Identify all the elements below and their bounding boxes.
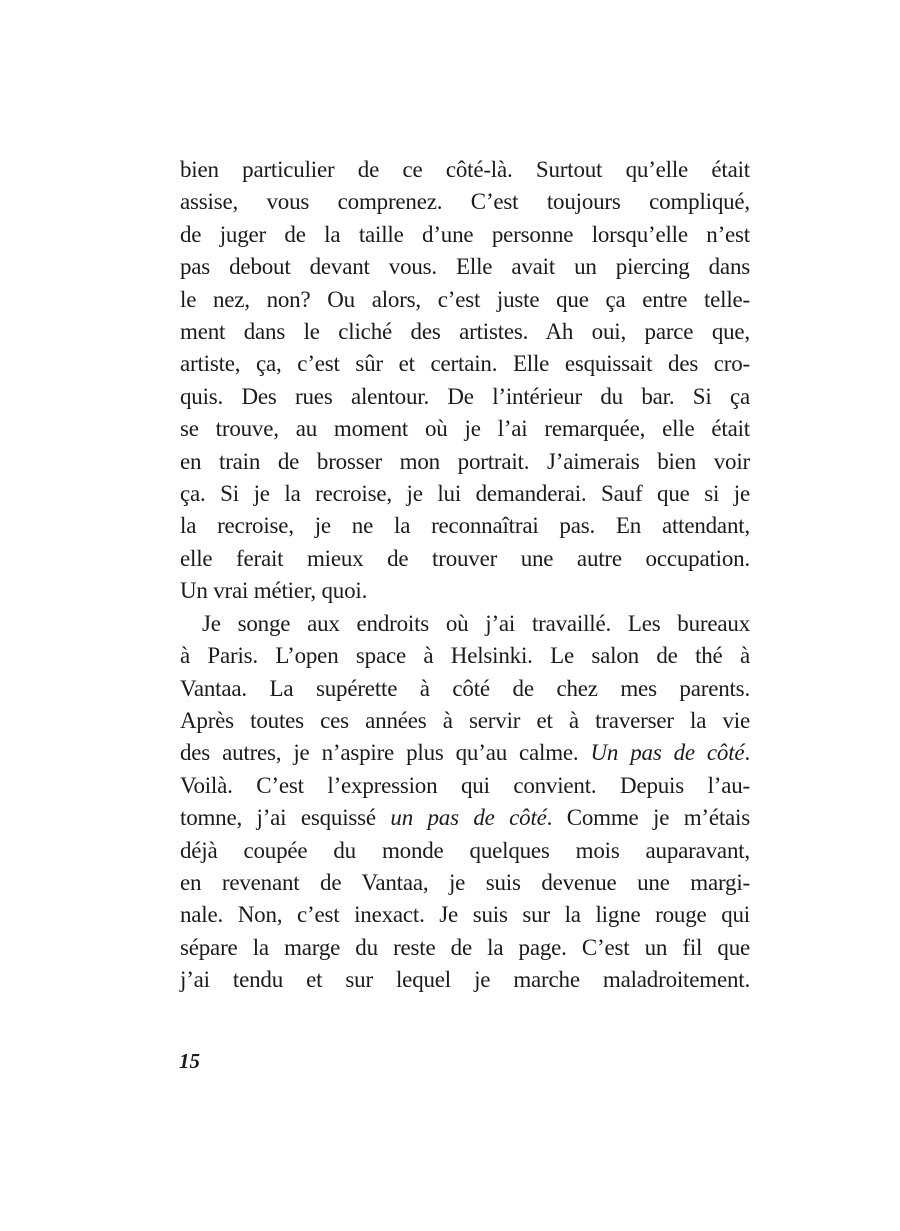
text-segment: déjà coupée du monde quelques mois auparavant, (180, 837, 750, 863)
text-line (180, 543, 750, 575)
italic-phrase: Un pas de côté (590, 740, 745, 766)
text-segment: Vantaa. La supérette à côté de chez mes parents. (180, 675, 750, 701)
text-segment: Voilà. C’est l’expression qui convient. Depuis l’au- (180, 772, 750, 798)
italic-phrase: un pas de côté (390, 805, 547, 831)
text-segment: bien particulier de ce côté-là. Surtout qu’elle était (180, 157, 750, 182)
text-segment: tomne, j’ai esquissé (180, 805, 391, 831)
text-segment: j’ai tendu et sur lequel je marche maladroitement. (180, 967, 750, 993)
text-line (180, 899, 750, 931)
text-segment: Un vrai métier, quoi. (180, 578, 368, 604)
text-line (180, 478, 750, 510)
text-segment: Après toutes ces années à servir et à traverser la vie (180, 707, 750, 733)
text-segment: elle ferait mieux de trouver une autre occupation. (180, 545, 750, 571)
text-line (180, 316, 750, 348)
text-segment: . Comme je m’étais (546, 805, 750, 831)
text-line (180, 284, 750, 316)
text-segment: des autres, je n’aspire plus qu’au calme. (180, 740, 591, 766)
text-segment: nale. Non, c’est inexact. Je suis sur la ligne rouge qui (180, 902, 750, 928)
text-line (180, 737, 750, 769)
text-line (180, 770, 750, 802)
text-segment: assise, vous comprenez. C’est toujours compliqué, (180, 189, 750, 215)
text-line (180, 932, 750, 964)
text-segment: de juger de la taille d’une personne lorsqu’elle n’est (180, 221, 750, 247)
text-line (180, 640, 750, 672)
text-line (180, 867, 750, 899)
text-line (180, 251, 750, 283)
text-line (180, 802, 750, 834)
text-line (180, 381, 750, 413)
text-segment: en train de brosser mon portrait. J’aimerais bien voir (180, 448, 750, 474)
text-segment: pas debout devant vous. Elle avait un piercing dans (180, 254, 750, 280)
text-segment: à Paris. L’open space à Helsinki. Le salon de thé à (180, 643, 750, 669)
text-line (180, 186, 750, 218)
text-line (180, 608, 750, 640)
text-segment: le nez, non? Ou alors, c’est juste que ça entre telle- (180, 286, 750, 312)
text-line (180, 154, 750, 186)
text-segment: ment dans le cliché des artistes. Ah oui, parce que, (180, 319, 750, 345)
text-line (180, 446, 750, 478)
text-line (180, 964, 750, 996)
text-line (180, 219, 750, 251)
text-line (180, 705, 750, 737)
text-segment: se trouve, au moment où je l’ai remarquée, elle était (180, 416, 750, 442)
text-segment: Je songe aux endroits où j’ai travaillé. Les bureaux (202, 610, 750, 636)
text-segment: quis. Des rues alentour. De l’intérieur du bar. Si ça (180, 383, 750, 409)
page-number: 15 (179, 1049, 200, 1073)
page-text (180, 154, 750, 997)
text-line (180, 510, 750, 542)
text-segment: ça. Si je la recroise, je lui demanderai. Sauf que si je (180, 481, 750, 507)
text-segment: . (744, 740, 750, 766)
text-line (180, 413, 750, 445)
text-line (180, 348, 750, 380)
text-line (180, 575, 750, 607)
text-segment: la recroise, je ne la reconnaîtrai pas. En attendant, (180, 513, 750, 539)
text-segment: en revenant de Vantaa, je suis devenue une margi- (180, 869, 750, 895)
text-segment: sépare la marge du reste de la page. C’est un fil que (180, 934, 750, 960)
text-line (180, 835, 750, 867)
text-line (180, 673, 750, 705)
text-segment: artiste, ça, c’est sûr et certain. Elle esquissait des cro- (180, 351, 750, 377)
